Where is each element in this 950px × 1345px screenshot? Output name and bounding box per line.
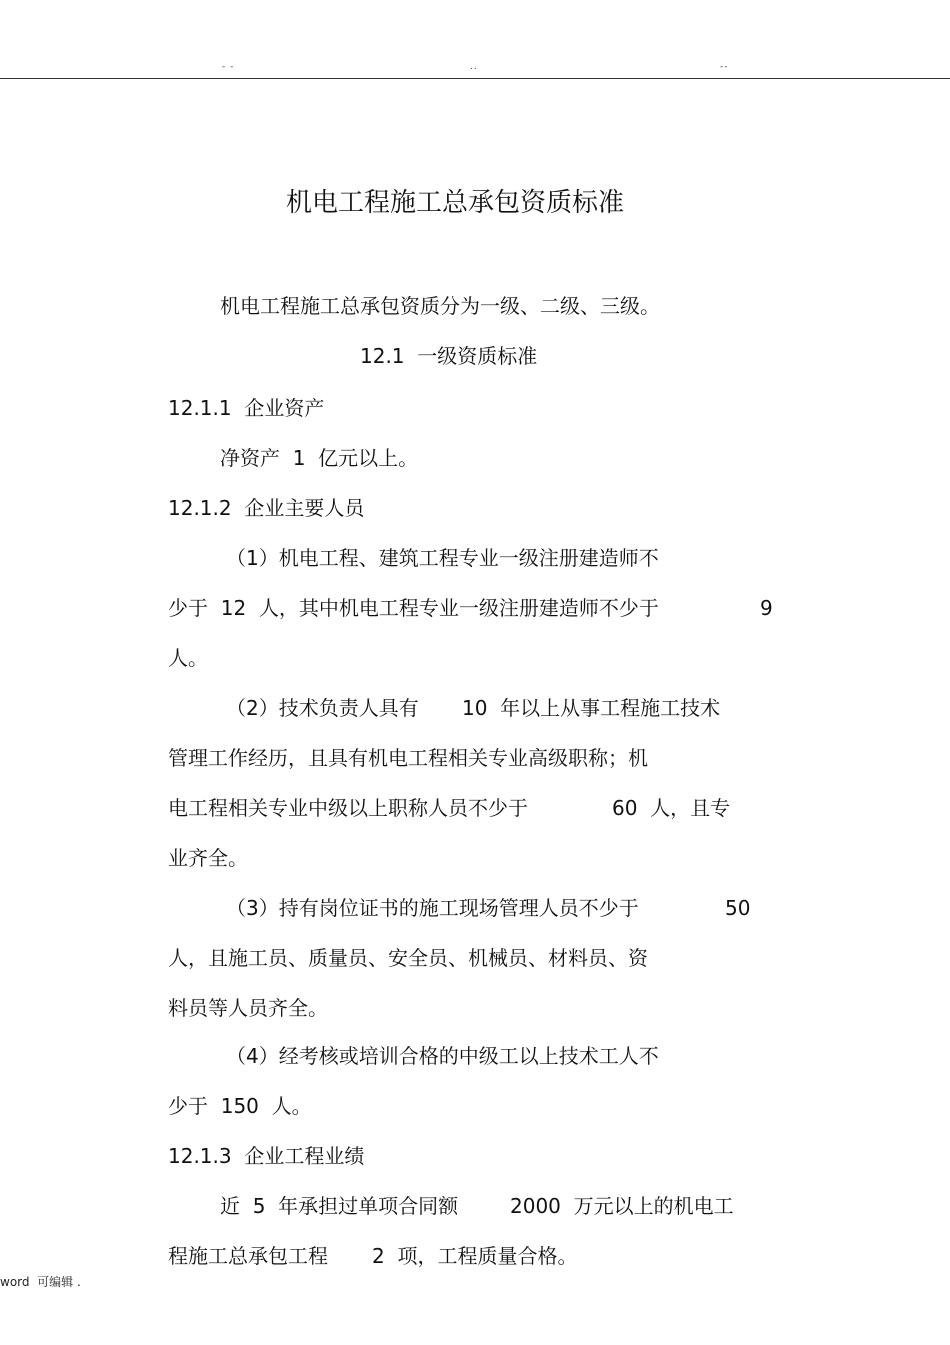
body-line: 程施工总承包工程 xyxy=(168,1244,328,1268)
body-line: （4）经考核或培训合格的中级工以上技术工人不 xyxy=(226,1044,659,1068)
subsection-heading: 12.1.3 企业工程业绩 xyxy=(168,1144,365,1168)
body-line: 人，且施工员、质量员、安全员、机械员、材料员、资 xyxy=(168,946,648,970)
section-heading: 12.1 一级资质标准 xyxy=(360,344,538,368)
body-line: 电工程相关专业中级以上职称人员不少于 xyxy=(168,796,528,820)
body-line: 业齐全。 xyxy=(168,846,248,870)
subsection-heading: 12.1.1 企业资产 xyxy=(168,396,325,420)
body-line: 10 年以上从事工程施工技术 xyxy=(462,696,721,720)
body-line: 管理工作经历，且具有机电工程相关专业高级职称；机 xyxy=(168,746,648,770)
body-line: （1）机电工程、建筑工程专业一级注册建造师不 xyxy=(226,546,659,570)
body-line: 9 xyxy=(760,596,773,620)
body-line: （3）持有岗位证书的施工现场管理人员不少于 xyxy=(226,896,639,920)
body-line: 机电工程施工总承包资质分为一级、二级、三级。 xyxy=(220,294,660,318)
body-line: 2 项，工程质量合格。 xyxy=(372,1244,578,1268)
body-line: （2）技术负责人具有 xyxy=(226,696,419,720)
subsection-heading: 12.1.2 企业主要人员 xyxy=(168,496,365,520)
body-line: 近 5 年承担过单项合同额 xyxy=(220,1194,459,1218)
body-line: 60 人，且专 xyxy=(612,796,731,820)
document-title: 机电工程施工总承包资质标准 xyxy=(285,188,624,218)
body-line: 2000 万元以上的机电工 xyxy=(510,1194,734,1218)
body-line: 料员等人员齐全。 xyxy=(168,996,328,1020)
body-line: 50 xyxy=(725,896,751,920)
footer-note: word 可编辑 . xyxy=(0,1275,81,1289)
header-right: -- xyxy=(720,62,729,72)
header-rule xyxy=(0,78,950,79)
header-center: .. xyxy=(470,62,478,72)
header-left: - - xyxy=(222,62,235,72)
body-line: 少于 150 人。 xyxy=(168,1094,312,1118)
body-line: 人。 xyxy=(168,646,208,670)
body-line: 少于 12 人，其中机电工程专业一级注册建造师不少于 xyxy=(168,596,659,620)
body-line: 净资产 1 亿元以上。 xyxy=(220,446,419,470)
